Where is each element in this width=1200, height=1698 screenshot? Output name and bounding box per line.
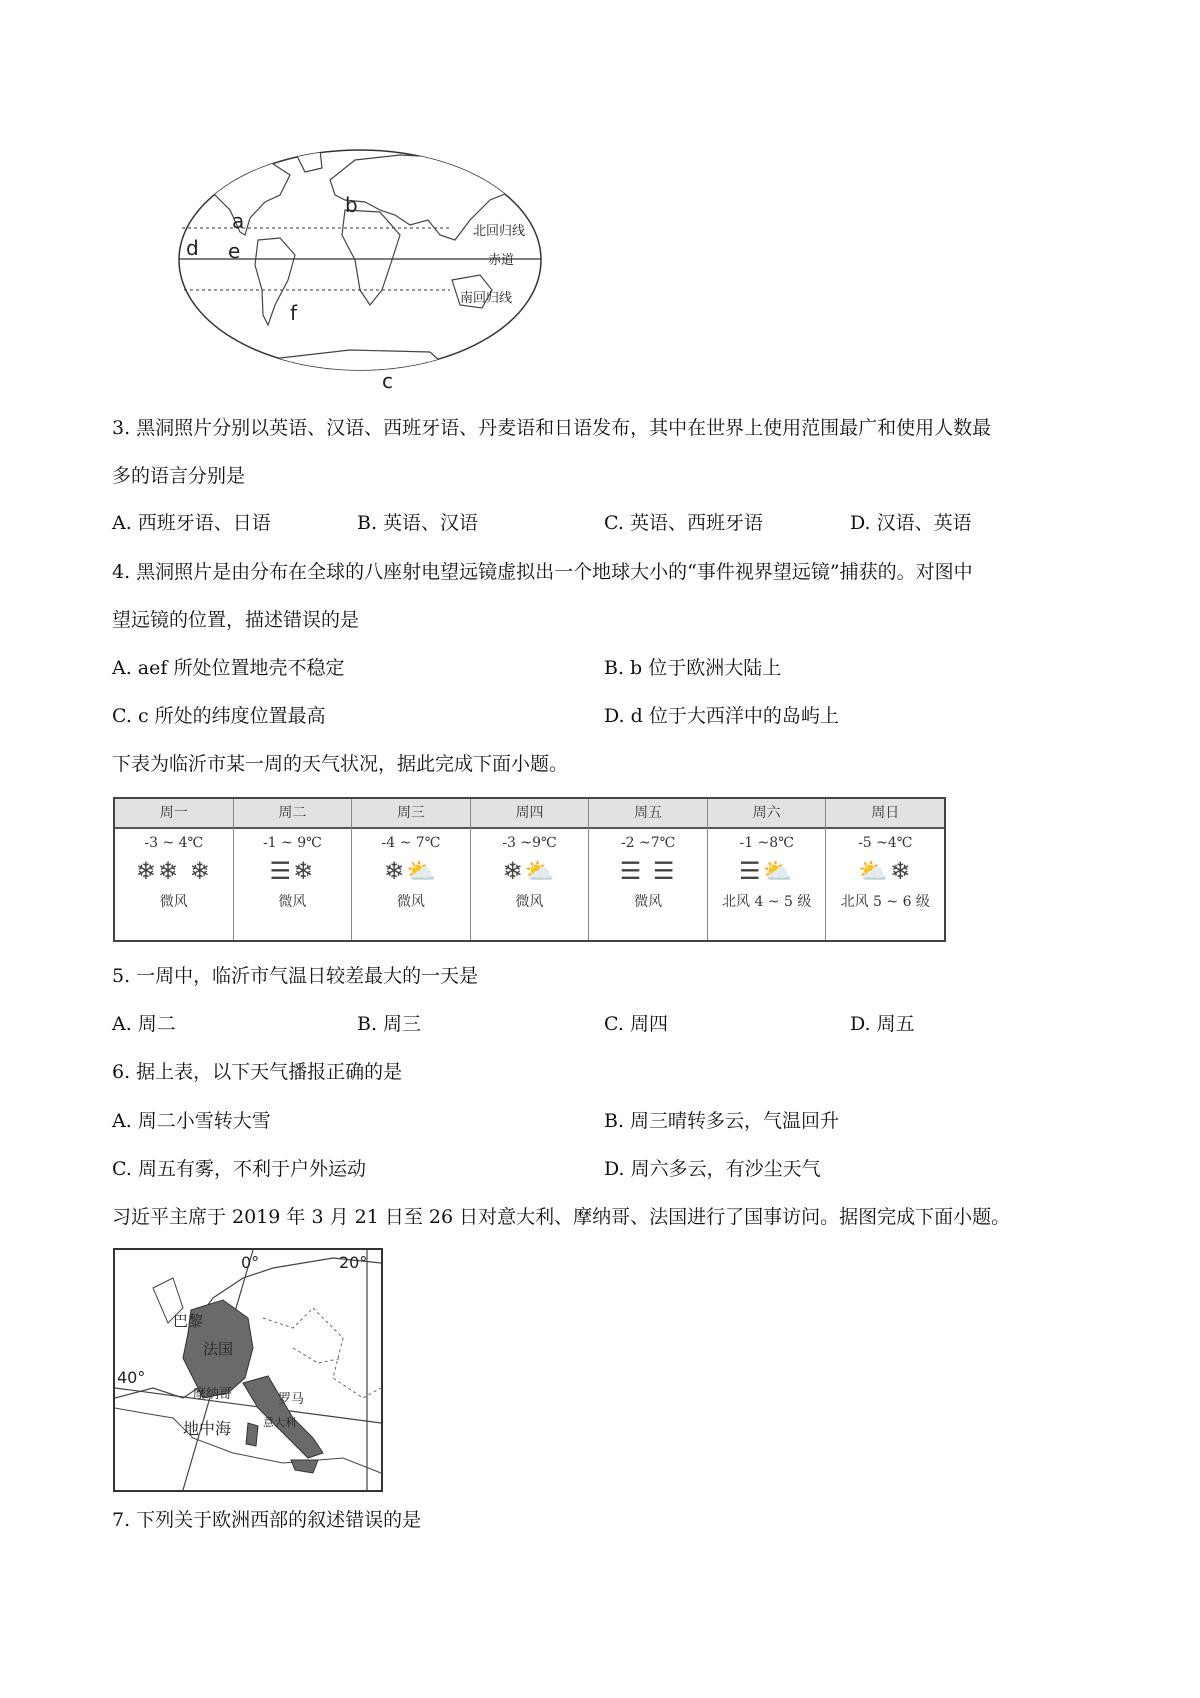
q6-stem: 6. 据上表，以下天气播报正确的是: [112, 1061, 403, 1083]
weather-temp: -1 ~8℃: [739, 835, 794, 851]
weather-day: 周六: [708, 799, 826, 829]
tropic-cancer-label: 北回归线: [473, 224, 526, 239]
fog-cloudy-icon: ☰⛅: [738, 857, 795, 885]
q5-option-c[interactable]: C. 周四: [604, 1013, 668, 1035]
point-c-label: c: [382, 369, 393, 390]
point-e-label: e: [228, 239, 241, 263]
weather-col-tue: [234, 799, 353, 940]
snow-cloudy-icon: ❄⛅: [383, 857, 438, 885]
paris-label: 巴黎: [173, 1312, 204, 1330]
france-label: 法国: [203, 1340, 234, 1358]
fog-snow-icon: ☰❄: [269, 857, 316, 885]
q5-stem: 5. 一周中，临沂市气温日较差最大的一天是: [112, 965, 479, 987]
q3-option-c[interactable]: C. 英语、西班牙语: [604, 512, 763, 534]
lon-20-label: 20°: [339, 1253, 368, 1272]
weather-temp: -3 ~ 4℃: [144, 835, 204, 851]
q5-option-b[interactable]: B. 周三: [357, 1013, 422, 1035]
weather-temp: -2 ~7℃: [620, 835, 676, 851]
q4-option-a[interactable]: A. aef 所处位置地壳不稳定: [112, 657, 345, 679]
weather-col-sun: [826, 799, 944, 940]
world-map: [170, 140, 550, 390]
q3-stem-line1: 3. 黑洞照片分别以英语、汉语、西班牙语、丹麦语和日语发布，其中在世界上使用范围最广和使用人数最: [112, 417, 992, 439]
point-a-label: a: [232, 209, 245, 233]
q5-option-d[interactable]: D. 周五: [850, 1013, 915, 1035]
fog-icon: ☰ ☰: [619, 857, 677, 885]
lat-40-label: 40°: [117, 1368, 146, 1387]
lon-0-label: 0°: [241, 1253, 260, 1272]
q3-option-a[interactable]: A. 西班牙语、日语: [112, 512, 271, 534]
weather-col-sat: [708, 799, 827, 940]
q4-stem-line2: 望远镜的位置，描述错误的是: [112, 609, 360, 631]
weather-day: 周四: [471, 799, 589, 829]
map-intro: 习近平主席于 2019 年 3 月 21 日至 26 日对意大利、摩纳哥、法国进行了国事访问。据图完成下面小题。: [112, 1206, 1011, 1228]
weather-table: [113, 797, 946, 942]
q4-option-b[interactable]: B. b 位于欧洲大陆上: [604, 657, 782, 679]
weather-day: 周三: [352, 799, 470, 829]
weather-wind: 微风: [634, 894, 663, 910]
point-b-label: b: [345, 193, 358, 217]
weather-wind: 微风: [515, 894, 544, 910]
q7-stem: 7. 下列关于欧洲西部的叙述错误的是: [112, 1509, 422, 1531]
table-intro: 下表为临沂市某一周的天气状况，据此完成下面小题。: [112, 753, 569, 775]
q3-option-b[interactable]: B. 英语、汉语: [357, 512, 479, 534]
weather-wind: 微风: [396, 894, 425, 910]
q5-option-a[interactable]: A. 周二: [112, 1013, 176, 1035]
q6-option-c[interactable]: C. 周五有雾，不利于户外运动: [112, 1158, 366, 1180]
italy-label: 意大利: [263, 1416, 296, 1429]
q3-stem-line2: 多的语言分别是: [112, 465, 246, 487]
weather-col-mon: [115, 799, 234, 940]
weather-wind: 微风: [159, 894, 188, 910]
point-d-label: d: [186, 236, 199, 260]
snow-cloudy-icon: ❄⛅: [502, 857, 557, 885]
weather-col-wed: [352, 799, 471, 940]
weather-temp: -1 ~ 9℃: [262, 835, 322, 851]
q6-option-d[interactable]: D. 周六多云，有沙尘天气: [604, 1158, 821, 1180]
q4-option-c[interactable]: C. c 所处的纬度位置最高: [112, 705, 326, 727]
weather-temp: -4 ~ 7℃: [381, 835, 441, 851]
cloudy-snow-icon: ⛅❄: [858, 857, 913, 885]
point-f-label: f: [290, 301, 298, 325]
weather-col-thu: [471, 799, 590, 940]
q3-option-d[interactable]: D. 汉语、英语: [850, 512, 972, 534]
weather-day: 周日: [826, 799, 944, 829]
snow-icon: ❄❄ ❄: [135, 857, 212, 885]
weather-day: 周二: [234, 799, 352, 829]
europe-map: [113, 1248, 383, 1492]
weather-day: 周五: [589, 799, 707, 829]
weather-temp: -3 ~9℃: [502, 835, 557, 851]
equator-label: 赤道: [488, 253, 515, 268]
weather-col-fri: [589, 799, 708, 940]
q4-option-d[interactable]: D. d 位于大西洋中的岛屿上: [604, 705, 839, 727]
q4-stem-line1: 4. 黑洞照片是由分布在全球的八座射电望远镜虚拟出一个地球大小的“事件视界望远镜”捕获的。对图中: [112, 561, 973, 583]
weather-day: 周一: [115, 799, 233, 829]
weather-temp: -5 ~4℃: [858, 835, 913, 851]
q6-option-b[interactable]: B. 周三晴转多云，气温回升: [604, 1110, 840, 1132]
mediterranean-label: 地中海: [183, 1419, 232, 1438]
weather-wind: 北风 4 ~ 5 级: [722, 894, 812, 910]
weather-wind: 微风: [278, 894, 307, 910]
weather-wind: 北风 5 ~ 6 级: [840, 894, 930, 910]
q6-option-a[interactable]: A. 周二小雪转大雪: [112, 1110, 271, 1132]
monaco-label: 摩纳哥: [193, 1387, 233, 1402]
rome-label: 罗马: [278, 1392, 305, 1407]
tropic-capricorn-label: 南回归线: [460, 291, 513, 306]
